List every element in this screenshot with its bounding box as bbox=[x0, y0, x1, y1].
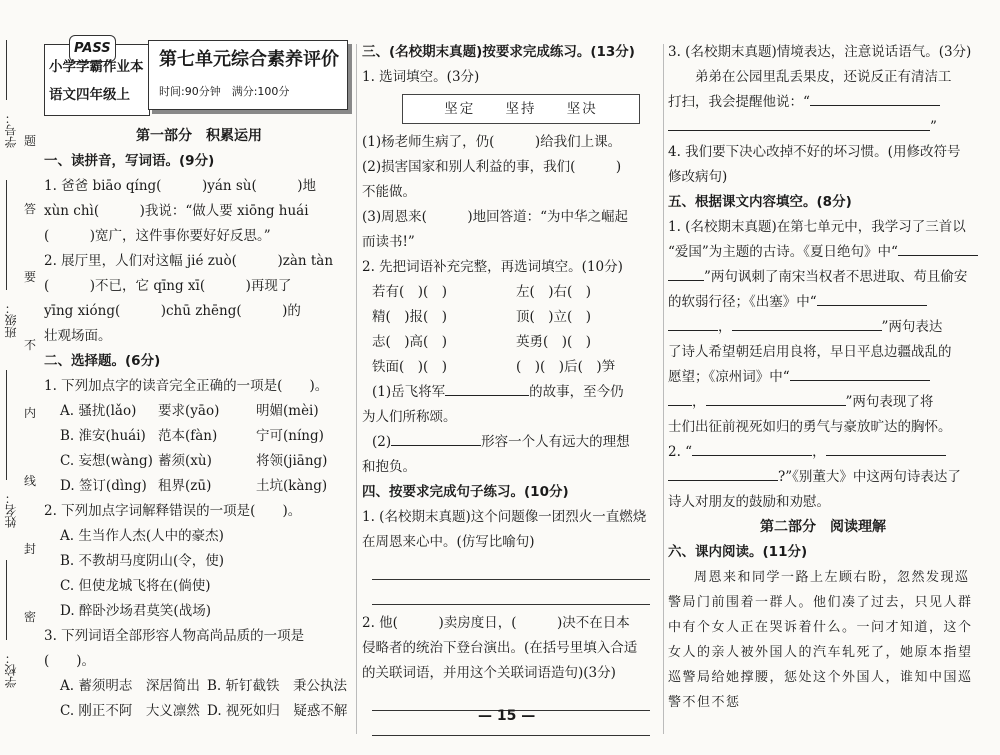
reading-passage: 周恩来和同学一路上左顾右盼，忽然发现巡警局门前围着一群人。他们凑了过去，只见人群中有个女人正在哭诉着什么。一问才知道，这个女人的亲人被外国人的汽车轧死了，她原本指望巡警局给她撑腰，惩处这个外国人，谁知中国巡警不但不惩 bbox=[668, 570, 973, 710]
question-line: ( )宽广，这件事你要好好反思。” bbox=[44, 228, 271, 244]
fill-line: 了诗人希望朝廷启用良将，早日平息边疆战乱的 bbox=[668, 344, 952, 360]
choice-row bbox=[44, 674, 354, 699]
idiom: 精( )报( ) bbox=[372, 309, 448, 325]
option: 租界(zū) bbox=[158, 478, 212, 494]
option: D. 视死如归 疑惑不解 bbox=[207, 703, 348, 719]
question-line: 1. 选词填空。(3分) bbox=[362, 69, 480, 85]
option: C. 但使龙城飞将在(倘使) bbox=[60, 578, 211, 594]
option: D. 签订(dìng) bbox=[60, 478, 147, 494]
choice-row bbox=[44, 699, 354, 724]
student-id-label: 学号： bbox=[4, 112, 18, 148]
choice-row bbox=[44, 474, 354, 499]
column-3 bbox=[668, 40, 978, 715]
column-2 bbox=[362, 40, 660, 736]
fill-line: ?”《别董大》中这两句诗表达了 bbox=[668, 465, 978, 490]
section-1-heading: 一、读拼音，写词语。(9分) bbox=[44, 153, 215, 169]
option: B. 斩钉截铁 秉公执法 bbox=[207, 678, 348, 694]
class-label: 班级： bbox=[4, 302, 18, 338]
fill-line: ， ”两句表现了将 bbox=[668, 390, 978, 415]
section-5-heading: 五、根据课文内容填空。(8分) bbox=[668, 194, 852, 210]
question-line: ” bbox=[668, 115, 978, 140]
question-line: 2. 先把词语补充完整，再选词填空。(10分) bbox=[362, 259, 623, 275]
option: 明媚(mèi) bbox=[256, 403, 319, 419]
school-label: 学校： bbox=[4, 652, 18, 688]
section-6-heading: 六、课内阅读。(11分) bbox=[668, 544, 808, 560]
idiom: 铁面( )( ) bbox=[372, 359, 448, 375]
binding-margin bbox=[0, 40, 44, 740]
option: C. 妄想(wàng) bbox=[60, 453, 153, 469]
column-divider bbox=[356, 44, 357, 734]
option: 蓄须(xù) bbox=[158, 453, 212, 469]
answer-line bbox=[372, 580, 650, 605]
fill-line: 诗人对朋友的鼓励和劝慰。 bbox=[668, 494, 830, 510]
pass-logo: PASS bbox=[69, 35, 116, 62]
question-line: 弟弟在公园里乱丢果皮，还说反正有清洁工 bbox=[695, 69, 952, 85]
question-line: 在周恩来心中。(仿写比喻句) bbox=[362, 534, 535, 550]
choice-question: 2. 下列加点字词解释错误的一项是( )。 bbox=[44, 503, 302, 519]
fill-line: 士们出征前视死如归的勇气与豪放旷达的胸怀。 bbox=[668, 419, 952, 435]
question-line: 1. (名校期末真题)这个问题像一团烈火一直燃烧 bbox=[362, 509, 647, 525]
word-option: 坚持 bbox=[505, 101, 537, 117]
choice-question: 1. 下列加点字的读音完全正确的一项是( )。 bbox=[44, 378, 329, 394]
question-line: 2. 展厅里，人们对这幅 jié zuò( )zàn tàn bbox=[44, 253, 334, 269]
option: B. 淮安(huái) bbox=[60, 428, 146, 444]
page-number: — 15 — bbox=[478, 708, 536, 724]
column-1 bbox=[44, 40, 354, 724]
seal-char: 题 bbox=[24, 134, 37, 148]
question-line: 的关联词语，并用这个关联词语造句)(3分) bbox=[362, 665, 616, 681]
option: A. 生当作人杰(人中的豪杰) bbox=[60, 528, 224, 544]
column-divider bbox=[663, 44, 664, 734]
option: 范本(fàn) bbox=[158, 428, 218, 444]
choice-row bbox=[44, 399, 354, 424]
fill-line: (2)损害国家和别人利益的事，我们( ) bbox=[362, 159, 622, 175]
option: B. 不教胡马度阴山(令，使) bbox=[60, 553, 225, 569]
fill-line: (3)周恩来( )地回答道：“为中华之崛起 bbox=[362, 209, 629, 225]
word-option: 坚决 bbox=[566, 101, 598, 117]
fill-line: 1. (名校期末真题)在第七单元中，我学习了三首以 bbox=[668, 219, 966, 235]
seal-char: 答 bbox=[24, 202, 37, 216]
section-2-heading: 二、选择题。(6分) bbox=[44, 353, 161, 369]
option: C. 刚正不阿 大义凛然 bbox=[60, 703, 200, 719]
question-line: 1. 爸爸 biāo qíng( )yán sù( )地 bbox=[44, 178, 317, 194]
idiom: 志( )高( ) bbox=[372, 334, 448, 350]
option: D. 醉卧沙场君莫笑(战场) bbox=[60, 603, 211, 619]
seal-char: 封 bbox=[24, 542, 37, 556]
question-line: yīng xióng( )chū zhēng( )的 bbox=[44, 303, 301, 319]
exam-header bbox=[44, 40, 354, 118]
seal-char: 不 bbox=[24, 338, 37, 352]
word-bank bbox=[402, 94, 640, 124]
option: 要求(yāo) bbox=[158, 403, 220, 419]
fill-line: 愿望；《凉州词》中“ bbox=[668, 365, 978, 390]
seal-char: 密 bbox=[24, 610, 37, 624]
question-line: 修改病句) bbox=[668, 169, 728, 185]
fill-line: 的软弱行径；《出塞》中“ bbox=[668, 290, 978, 315]
option: 土坑(kàng) bbox=[256, 478, 328, 494]
idiom-row bbox=[362, 280, 660, 305]
fill-line: ”两句讽刺了南宋当权者不思进取、苟且偷安 bbox=[668, 265, 978, 290]
answer-line bbox=[372, 555, 650, 580]
section-3-heading: 三、(名校期末真题)按要求完成练习。(13分) bbox=[362, 44, 635, 60]
question-line: 4. 我们要下决心改掉不好的坏习惯。(用修改符号 bbox=[668, 144, 961, 160]
idiom-row bbox=[362, 330, 660, 355]
name-label: 姓名： bbox=[4, 492, 18, 528]
fill-line: 和抱负。 bbox=[362, 459, 416, 475]
fill-line: 不能做。 bbox=[362, 184, 416, 200]
fill-line: “爱国”为主题的古诗。《夏日绝句》中“ bbox=[668, 240, 978, 265]
fill-line: (1)杨老师生病了，仍( )给我们上课。 bbox=[362, 134, 622, 150]
question-line: 打扫，我会提醒他说：“ bbox=[668, 90, 978, 115]
idiom-row bbox=[362, 305, 660, 330]
series-box bbox=[44, 41, 150, 116]
idiom-row bbox=[362, 355, 660, 380]
idiom: 左( )右( ) bbox=[516, 284, 592, 300]
fill-line: 2. “ ， bbox=[668, 440, 978, 465]
choice-row bbox=[44, 424, 354, 449]
fill-line: 而读书!” bbox=[362, 234, 415, 250]
question-line: ( )不已，它 qīng xī( )再现了 bbox=[44, 278, 292, 294]
section-4-heading: 四、按要求完成句子练习。(10分) bbox=[362, 484, 569, 500]
question-line: 侵略者的统治下登台演出。(在括号里填入合适 bbox=[362, 640, 638, 656]
title-box bbox=[148, 40, 348, 110]
word-option: 坚定 bbox=[444, 101, 476, 117]
fill-line: (1)岳飞将军 的故事，至今仍 bbox=[362, 380, 660, 405]
seal-char: 要 bbox=[24, 270, 37, 284]
series-name: 小学学霸作业本 bbox=[49, 59, 144, 75]
option: 将领(jiāng) bbox=[256, 453, 328, 469]
question-line: 壮观场面。 bbox=[44, 328, 112, 344]
idiom: 顶( )立( ) bbox=[516, 309, 592, 325]
choice-row bbox=[44, 449, 354, 474]
part-two-heading: 第二部分 阅读理解 bbox=[760, 519, 886, 535]
exam-title: 第七单元综合素养评价 bbox=[159, 49, 339, 70]
option: 宁可(níng) bbox=[256, 428, 324, 444]
part-one-heading: 第一部分 积累运用 bbox=[136, 128, 262, 144]
question-line: 2. 他( )卖房度日，( )决不在日本 bbox=[362, 615, 630, 631]
option: A. 蓄须明志 深居简出 bbox=[60, 678, 200, 694]
idiom: 若有( )( ) bbox=[372, 284, 448, 300]
fill-line: ， ”两句表达 bbox=[668, 315, 978, 340]
fill-line: 为人们所称颂。 bbox=[362, 409, 457, 425]
grade-label: 语文四年级上 bbox=[49, 87, 130, 103]
seal-char: 内 bbox=[24, 406, 37, 420]
question-line: 3. (名校期末真题)情境表达，注意说话语气。(3分) bbox=[668, 44, 972, 60]
question-line: xùn chì( )我说：“做人要 xiōng huái bbox=[44, 203, 309, 219]
option: A. 骚扰(lǎo) bbox=[60, 403, 137, 419]
exam-meta: 时间:90分钟 满分:100分 bbox=[159, 85, 290, 98]
idiom: 英勇( )( ) bbox=[516, 334, 592, 350]
seal-char: 线 bbox=[24, 474, 37, 488]
idiom: ( )( )后( )笋 bbox=[516, 359, 616, 375]
fill-line: (2) 形容一个人有远大的理想 bbox=[362, 430, 660, 455]
choice-question: 3. 下列词语全部形容人物高尚品质的一项是( )。 bbox=[44, 628, 305, 669]
